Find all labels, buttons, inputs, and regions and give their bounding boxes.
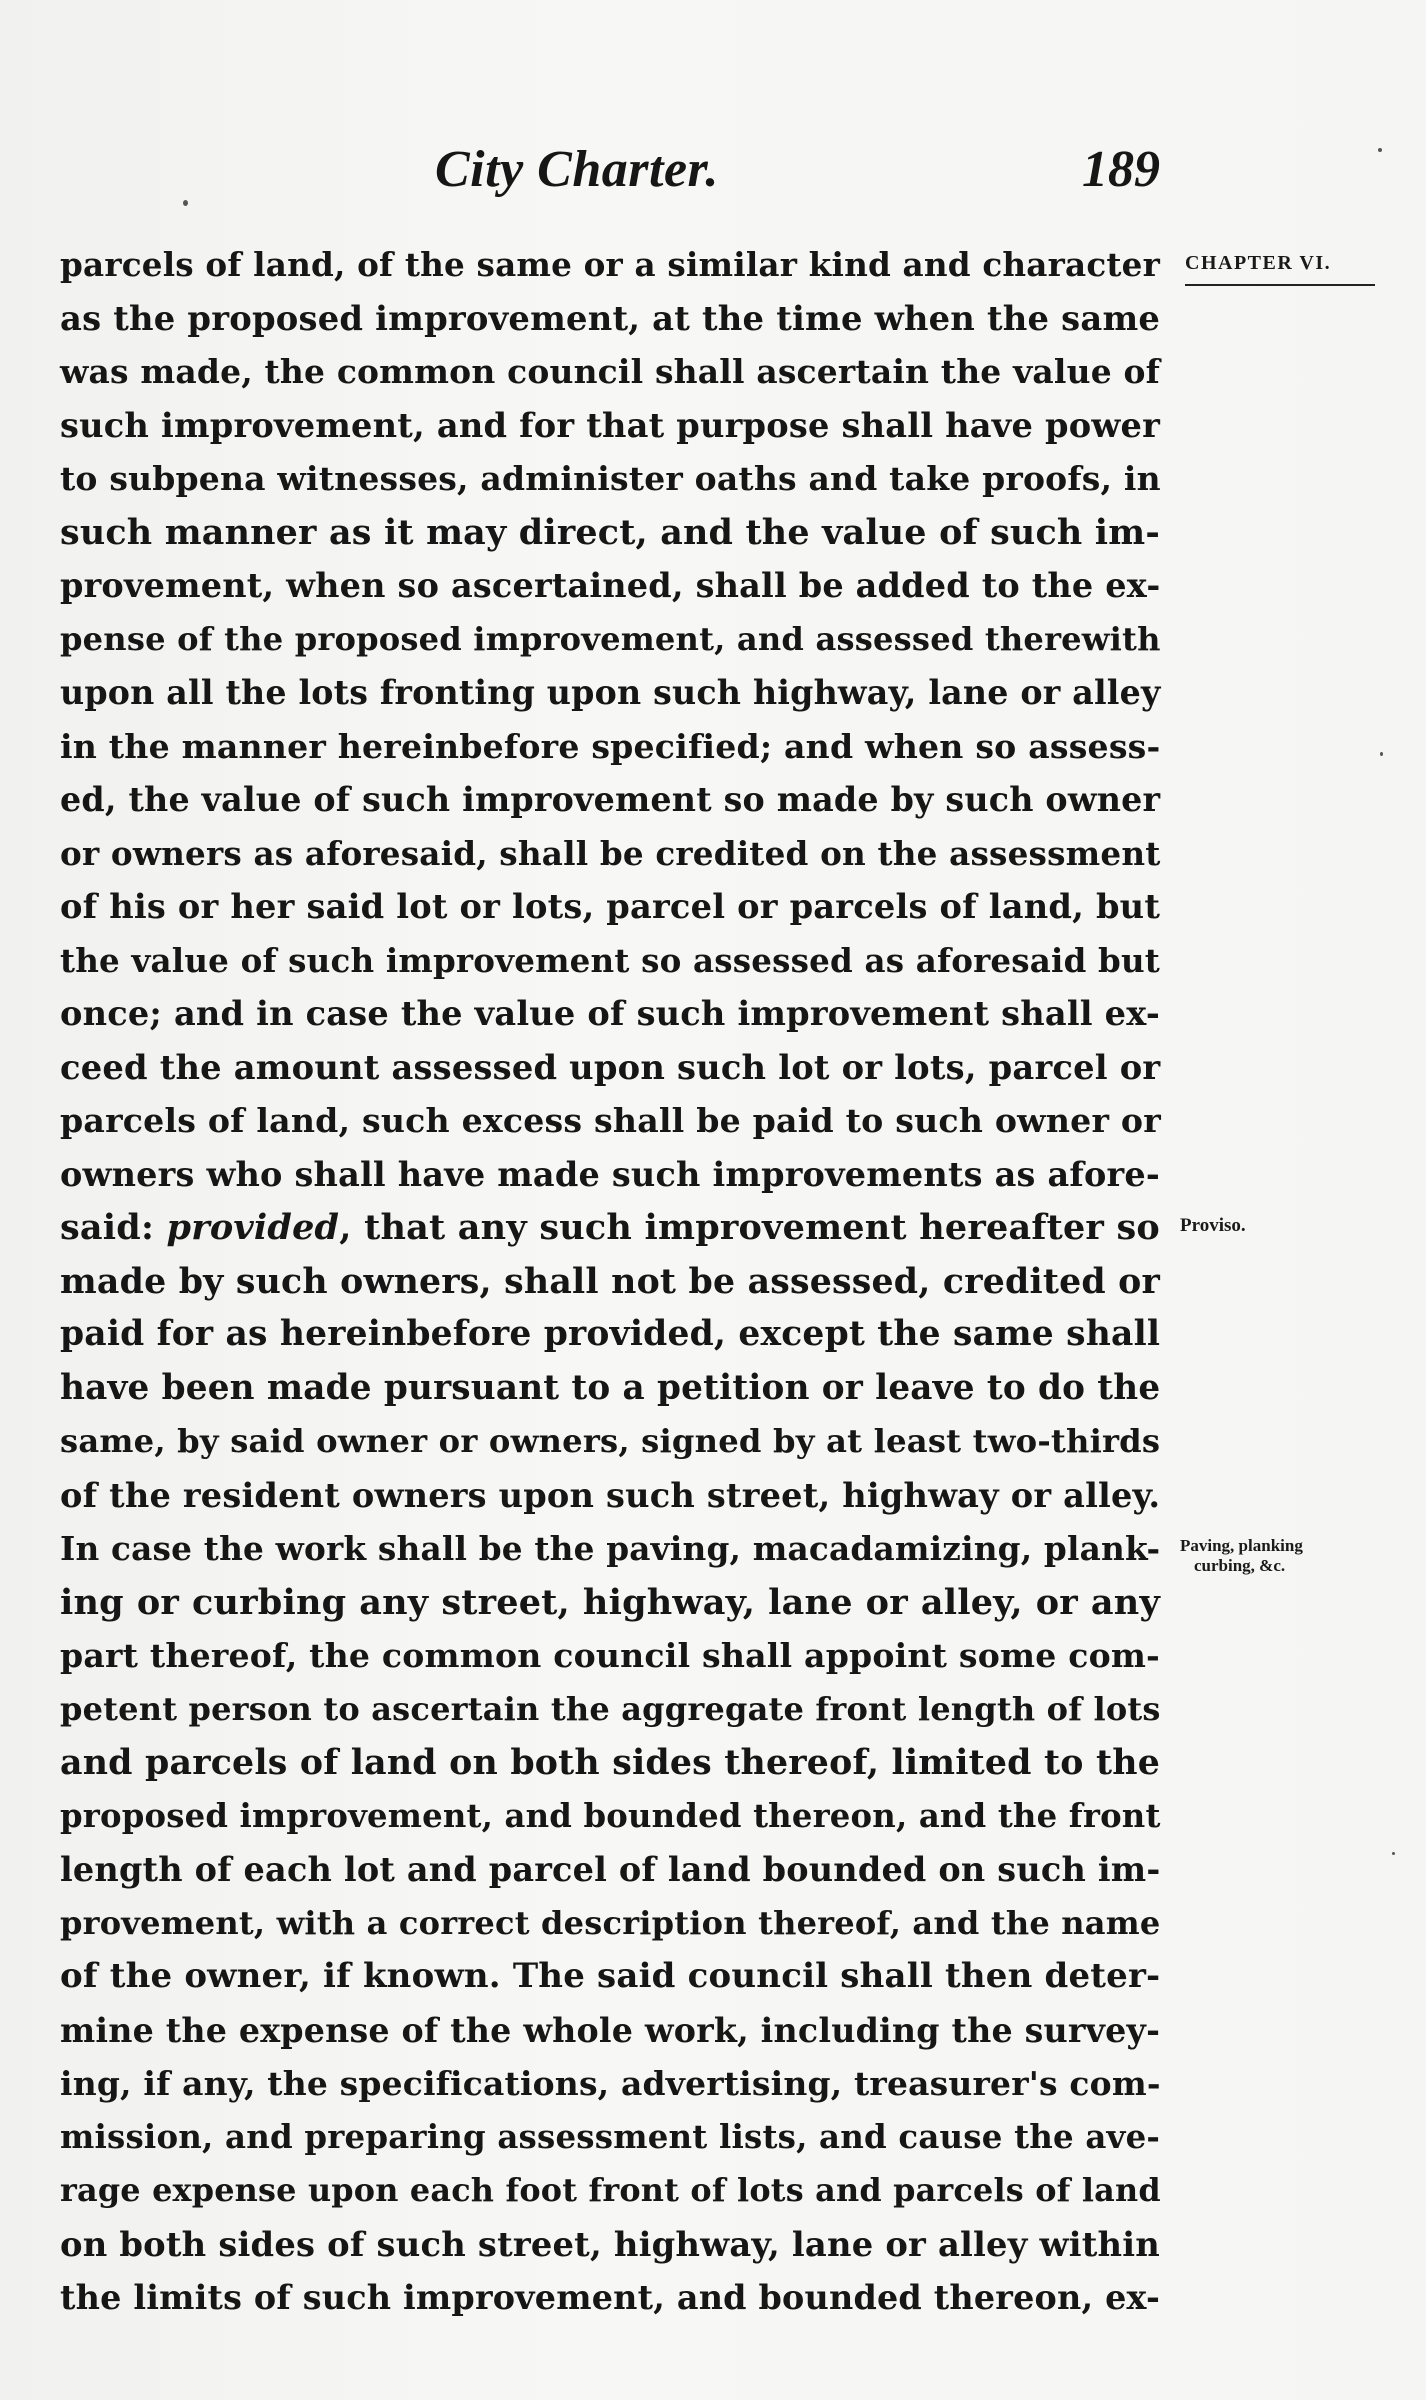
chapter-rule: [1185, 284, 1375, 286]
text-line: ceed the amount assessed upon such lot or lots, parcel or: [60, 1046, 1161, 1087]
paving-margin-note: [1180, 1536, 1303, 1576]
running-header: [60, 140, 1160, 210]
text-line: In case the work shall be the paving, macadamizing, plank-: [60, 1529, 1161, 1568]
text-line: to subpena witnesses, administer oaths and take proofs, in: [60, 459, 1161, 498]
chapter-margin-note: CHAPTER VI.: [1185, 252, 1332, 274]
text-line: parcels of land, of the same or a similar kind and character: [60, 245, 1160, 284]
text-line: and parcels of land on both sides thereof, limited to the: [60, 1742, 1160, 1783]
text-line: petent person to ascertain the aggregate front length of lots: [60, 1689, 1161, 1728]
text-line: such improvement, and for that purpose shall have power: [60, 404, 1160, 445]
text-line: the limits of such improvement, and bounded thereon, ex-: [60, 2278, 1161, 2317]
text-line: made by such owners, shall not be assessed, credited or: [60, 1260, 1160, 1302]
scan-speck: [1380, 752, 1383, 756]
text-line: the value of such improvement so assessed as aforesaid but: [60, 940, 1160, 980]
running-title: City Charter.: [435, 141, 719, 198]
text-line: provement, when so ascertained, shall be added to the ex-: [60, 566, 1161, 605]
text-line: rage expense upon each foot front of lots and parcels of land: [60, 2171, 1161, 2209]
text-line: have been made pursuant to a petition or leave to do the: [60, 1367, 1161, 1408]
body-text: [60, 238, 1160, 2325]
text-line: on both sides of such street, highway, lane or alley within: [60, 2223, 1160, 2264]
page-number: 189: [1082, 141, 1160, 198]
text-line: ed, the value of such improvement so made by such owner: [60, 780, 1161, 819]
text-line: ing or curbing any street, highway, lane or alley, or any: [60, 1581, 1160, 1623]
text-line: of his or her said lot or lots, parcel or parcels of land, but: [60, 886, 1161, 926]
text-line: in the manner hereinbefore specified; and when so assess-: [60, 726, 1161, 766]
text-line: such manner as it may direct, and the value of such im-: [60, 511, 1160, 553]
text-line: length of each lot and parcel of land bounded on such im-: [60, 1850, 1161, 1889]
text-line: was made, the common council shall ascertain the value of: [60, 352, 1160, 391]
text-line: mine the expense of the whole work, including the survey-: [60, 2010, 1161, 2050]
scan-speck: [183, 200, 188, 206]
text-line: pense of the proposed improvement, and assessed therewith: [60, 619, 1161, 658]
text-line: paid for as hereinbefore provided, except the same shall: [60, 1314, 1161, 1354]
text-line: parcels of land, such excess shall be paid to such owner or: [60, 1101, 1161, 1140]
text-line: upon all the lots fronting upon such highway, lane or alley: [60, 673, 1161, 712]
text-line: owners who shall have made such improvements as afore-: [60, 1154, 1160, 1194]
text-line: mission, and preparing assessment lists, and cause the ave-: [60, 2117, 1161, 2156]
scan-speck: [1378, 148, 1382, 152]
text-line: same, by said owner or owners, signed by at least two-thirds: [60, 1422, 1161, 1460]
text-line: once; and in case the value of such improvement shall ex-: [60, 993, 1160, 1033]
text-line: ing, if any, the specifications, advertising, treasurer's com-: [60, 2064, 1161, 2103]
text-line: or owners as aforesaid, shall be credited on the assessment: [60, 833, 1161, 873]
scan-speck: [1392, 1852, 1395, 1855]
paving-note-line-1: Paving, planking: [1180, 1536, 1303, 1555]
paving-note-line-2: curbing, &c.: [1194, 1556, 1286, 1575]
text-line: of the owner, if known. The said council shall then deter-: [60, 1956, 1161, 1996]
proviso-margin-note: Proviso.: [1180, 1215, 1246, 1236]
text-line: proposed improvement, and bounded thereon, and the front: [60, 1796, 1161, 1835]
text-line: of the resident owners upon such street, highway or alley.: [60, 1474, 1161, 1515]
text-line: part thereof, the common council shall appoint some com-: [60, 1636, 1160, 1675]
proviso-keyword: provided: [166, 1207, 340, 1248]
text-line: said: provided, that any such improvement hereafter so: [60, 1207, 1160, 1248]
text-line: provement, with a correct description thereof, and the name: [60, 1903, 1161, 1942]
text-line: as the proposed improvement, at the time when the same: [60, 297, 1161, 338]
